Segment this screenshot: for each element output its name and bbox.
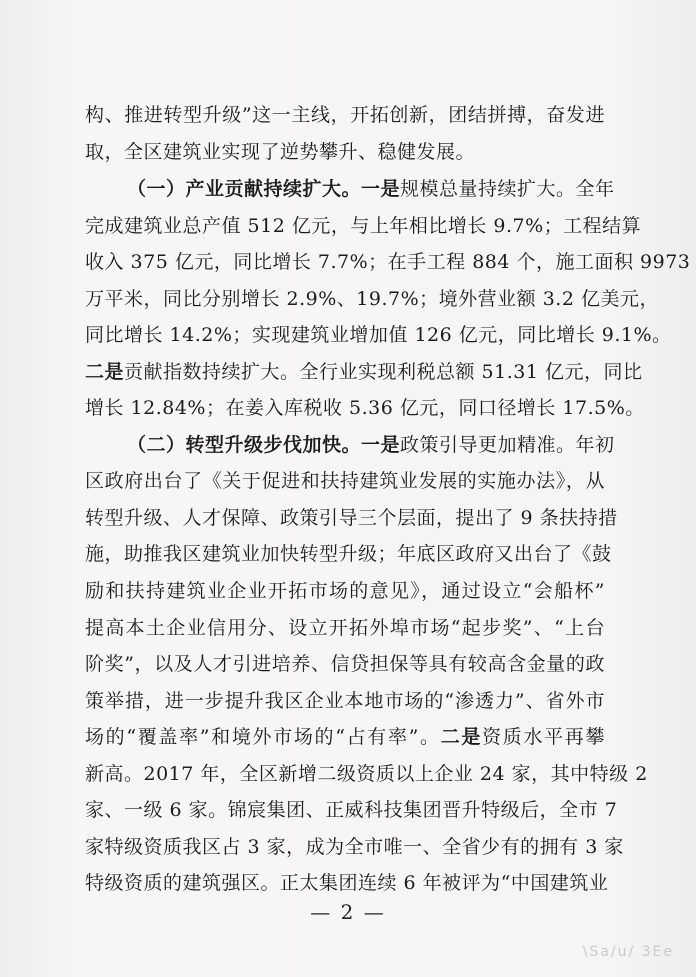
text-line-11: 区政府出台了《关于促进和扶持建筑业发展的实施办法》，从	[85, 470, 605, 492]
point-label-4: 二是	[440, 726, 483, 748]
text-line-12: 转型升级、人才保障、政策引导三个层面，提出了 9 条扶持措	[85, 507, 618, 529]
text-line-18	[85, 726, 605, 748]
text-line-21: 家特级资质我区占 3 家，成为全市唯一、全省少有的拥有 3 家	[85, 836, 624, 858]
corner-watermark: \Sa/u/ 3Ee	[582, 944, 674, 960]
point-label-3: 一是	[361, 434, 401, 456]
text-line-20: 家、一级 6 家。锦宸集团、正威科技集团晋升特级后，全市 7	[85, 799, 618, 821]
text-line-1: 构、推进转型升级”这一主线，开拓创新，团结拼搏，奋发进	[85, 104, 605, 126]
text-line-19: 新高。2017 年，全区新增二级资质以上企业 24 家，其中特级 2	[85, 763, 648, 785]
text-line-9: 增长 12.84%；在姜入库税收 5.36 亿元，同口径增长 17.5%。	[85, 397, 645, 419]
text-line-2: 取，全区建筑业实现了逆势攀升、稳健发展。	[85, 141, 476, 163]
text-line-15: 提高本土企业信用分、设立开拓外埠市场“起步奖”、“上台	[85, 617, 605, 639]
text-line-8	[85, 361, 643, 383]
text-line-16: 阶奖”，以及人才引进培养、信贷担保等具有较高含金量的政	[85, 653, 605, 675]
paragraph-1-text: 规模总量持续扩大。全年	[400, 178, 615, 200]
section-heading-2: （二）转型升级步伐加快。	[127, 434, 362, 456]
paragraph-2-second-point: 资质水平再攀	[482, 726, 605, 748]
paragraph-1-second-point: 贡献指数持续扩大。全行业实现利税总额 51.31 亿元，同比	[124, 361, 643, 383]
text-line-22: 特级资质的建筑强区。正太集团连续 6 年被评为“中国建筑业	[85, 872, 609, 894]
page-number: — 2 —	[310, 900, 386, 924]
text-line-5: 收入 375 亿元，同比增长 7.7%；在手工程 884 个，施工面积 9973	[85, 251, 691, 273]
text-line-4: 完成建筑业总产值 512 亿元，与上年相比增长 9.7%；工程结算	[85, 215, 642, 237]
paragraph-1-first-line	[85, 178, 615, 200]
text-line-7: 同比增长 14.2%；实现建筑业增加值 126 亿元，同比增长 9.1%。	[85, 324, 672, 346]
text-line-6: 万平米，同比分别增长 2.9%、19.7%；境外营业额 3.2 亿美元，	[85, 288, 659, 310]
text-line-14: 励和扶持建筑业企业开拓市场的意见》，通过设立“会船杯”	[85, 580, 605, 602]
paragraph-2-line-start: 场的“覆盖率”和境外市场的“占有率”。	[85, 726, 441, 748]
section-heading-1: （一）产业贡献持续扩大。	[127, 178, 362, 200]
paragraph-2-text: 政策引导更加精准。年初	[400, 434, 615, 456]
text-line-17: 策举措，进一步提升我区企业本地市场的“渗透力”、省外市	[85, 690, 605, 712]
paragraph-2-first-line	[85, 434, 615, 456]
point-label-2: 二是	[85, 361, 125, 383]
text-line-13: 施，助推我区建筑业加快转型升级；年底区政府又出台了《鼓	[85, 543, 612, 565]
point-label-1: 一是	[361, 178, 401, 200]
